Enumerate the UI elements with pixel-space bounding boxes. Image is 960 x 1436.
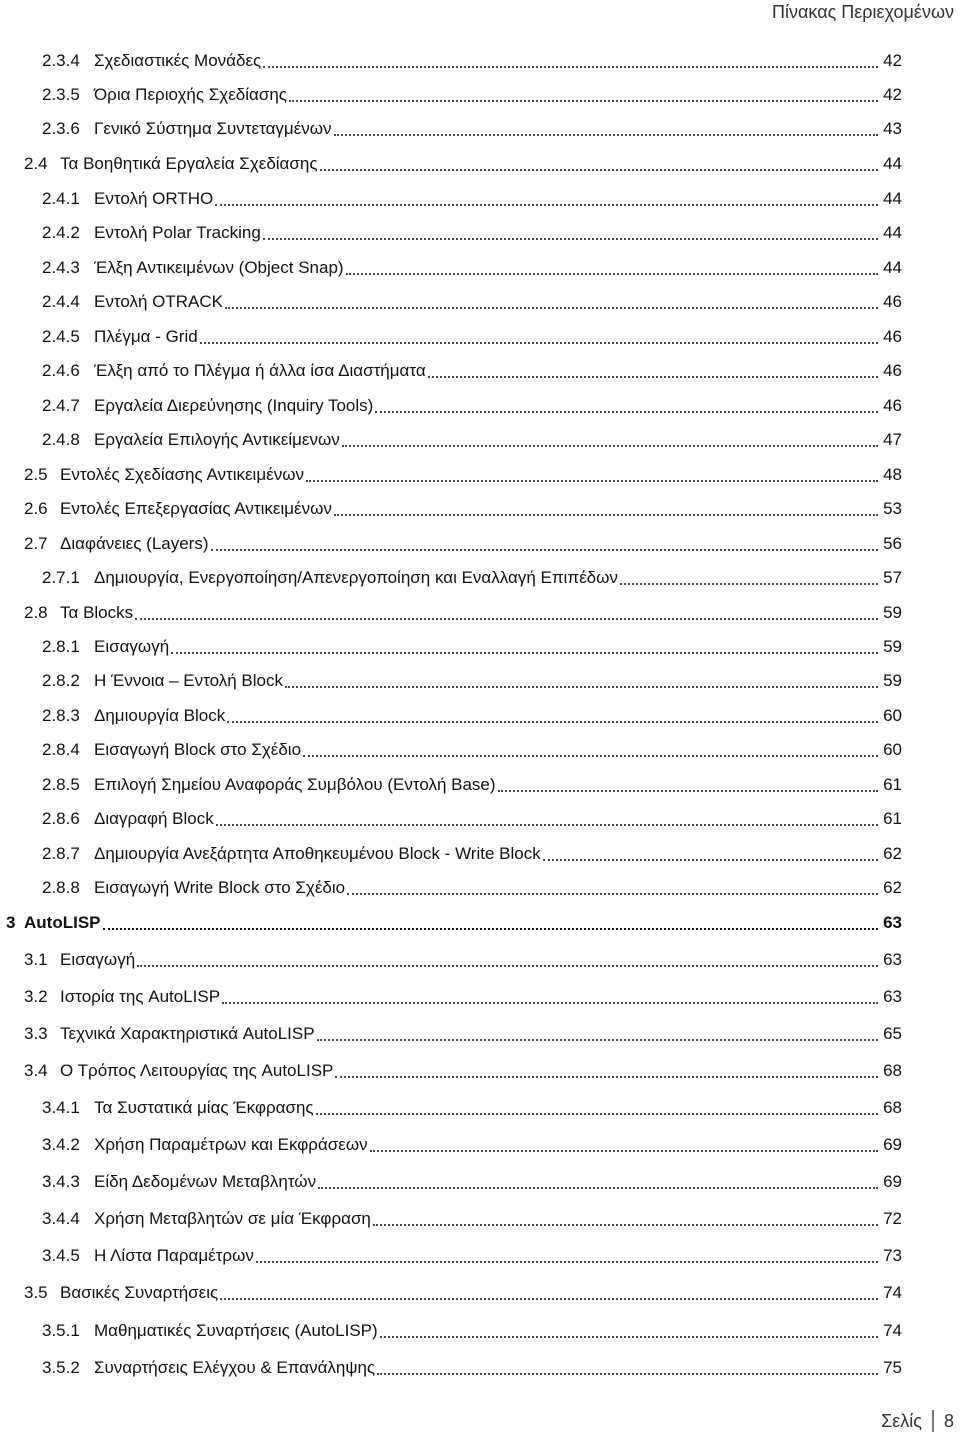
toc-entry-page: 75 [883,1358,902,1377]
toc-leader-dots [263,228,878,240]
toc-entry-number: 2.8.1 [42,637,80,656]
toc-entry-page: 73 [883,1246,902,1265]
toc-leader-dots [200,332,878,344]
toc-leader-dots [342,435,878,447]
toc-entry-number: 3.4.1 [42,1098,80,1117]
toc-entry-page: 69 [883,1135,902,1154]
toc-entry[interactable] [24,458,902,486]
toc-entry-page: 65 [883,1024,902,1043]
toc-leader-dots [380,1326,878,1338]
toc-entry-page: 43 [883,119,902,138]
toc-entry-page: 63 [883,913,902,932]
toc-entry[interactable] [42,630,902,658]
toc-entry-page: 63 [883,987,902,1006]
toc-entry[interactable] [24,1276,902,1304]
toc-entry[interactable] [24,1054,902,1082]
toc-leader-dots [370,1140,878,1152]
toc-entry[interactable] [42,1314,902,1342]
toc-entry-page: 61 [883,809,902,828]
toc-leader-dots [215,194,878,206]
toc-entry-number: 3.4.3 [42,1172,80,1191]
toc-leader-dots [318,1177,878,1189]
toc-entry-page: 46 [883,361,902,380]
toc-entry-title: Μαθηματικές Συναρτήσεις (AutoLISP) [94,1321,378,1340]
toc-entry[interactable] [24,943,902,971]
toc-entry-title: Εισαγωγή [94,637,170,656]
toc-entry-title: Η Έννοια – Εντολή Block [94,671,283,690]
toc-entry-title: Τεχνικά Χαρακτηριστικά AutoLISP [60,1024,315,1043]
toc-entry-title: Σχεδιαστικές Μονάδες [94,51,262,70]
toc-leader-dots [317,1029,878,1041]
toc-leader-dots [135,608,878,620]
toc-entry[interactable] [24,1017,902,1045]
toc-entry-title: Η Λίστα Παραμέτρων [94,1246,254,1265]
toc-leader-dots [428,366,878,378]
toc-entry-number: 3.5 [24,1283,48,1302]
toc-entry[interactable] [42,699,902,727]
toc-leader-dots [620,573,878,585]
toc-entry-number: 2.8.7 [42,844,80,863]
toc-entry-page: 44 [883,223,902,242]
toc-entry-title: Χρήση Μεταβλητών σε μία Έκφραση [94,1209,371,1228]
toc-entry-number: 3.4.5 [42,1246,80,1265]
toc-entry-title: Δημιουργία Block [94,706,226,725]
toc-entry[interactable] [42,871,902,899]
toc-entry-number: 2.4.2 [42,223,80,242]
toc-entry[interactable] [42,561,902,589]
toc-entry-title: Εντολή Polar Tracking [94,223,261,242]
toc-entry-page: 59 [883,603,902,622]
toc-entry-number: 2.7.1 [42,568,80,587]
toc-entry-number: 2.5 [24,465,48,484]
toc-entry-number: 3.2 [24,987,48,1006]
toc-entry-title: Όρια Περιοχής Σχεδίασης [94,85,287,104]
toc-entry[interactable] [42,1202,902,1230]
toc-entry[interactable] [24,147,902,175]
toc-entry-title: Πλέγμα - Grid [94,327,198,346]
toc-entry-number: 2.3.6 [42,119,80,138]
toc-entry[interactable] [42,251,902,279]
toc-entry-page: 68 [883,1061,902,1080]
toc-entry-title: Εντολή ORTHO [94,189,214,208]
toc-entry-title: Γενικό Σύστημα Συντεταγμένων [94,119,332,138]
toc-leader-dots [543,849,878,861]
toc-leader-dots [375,401,878,413]
toc-entry-number: 3.4 [24,1061,48,1080]
toc-entry[interactable] [42,768,902,796]
toc-entry-number: 2.4.4 [42,292,80,311]
toc-leader-dots [373,1214,878,1226]
toc-entry[interactable] [24,527,902,555]
toc-entry-number: 2.4.1 [42,189,80,208]
toc-entry-number: 2.3.5 [42,85,80,104]
toc-leader-dots [222,992,878,1004]
toc-entry[interactable] [42,354,902,382]
toc-entry-page: 62 [883,878,902,897]
toc-entry[interactable] [42,1239,902,1267]
toc-entry-title: Ιστορία της AutoLISP [60,987,221,1006]
toc-entry[interactable] [42,423,902,451]
toc-entry-number: 2.4.5 [42,327,80,346]
toc-entry-title: Διαγραφή Block [94,809,214,828]
toc-leader-dots [306,470,878,482]
toc-leader-dots [256,1251,878,1263]
toc-entry-page: 74 [883,1283,902,1302]
toc-entry-number: 2.8.2 [42,671,80,690]
toc-entry-title: Εισαγωγή Block στο Σχέδιο [94,740,302,759]
toc-entry-title: AutoLISP [24,913,101,932]
toc-entry[interactable] [42,216,902,244]
toc-entry[interactable] [42,1128,902,1156]
toc-entry[interactable] [42,664,902,692]
toc-entry-number: 2.3.4 [42,51,80,70]
toc-leader-dots [220,1288,878,1300]
toc-entry[interactable] [42,733,902,761]
toc-entry-number: 2.7 [24,534,48,553]
toc-entry-number: 3.5.1 [42,1321,80,1340]
toc-entry-page: 59 [883,637,902,656]
toc-entry-page: 48 [883,465,902,484]
toc-leader-dots [377,1363,878,1375]
toc-entry-title: Εντολές Σχεδίασης Αντικειμένων [60,465,304,484]
toc-entry-page: 46 [883,292,902,311]
toc-entry-title: Εντολές Επεξεργασίας Αντικειμένων [60,499,332,518]
toc-entry[interactable] [42,44,902,72]
toc-entry-number: 2.8.6 [42,809,80,828]
toc-leader-dots [346,263,878,275]
toc-leader-dots [303,745,878,757]
toc-entry-page: 44 [883,258,902,277]
toc-entry-title: Χρήση Παραμέτρων και Εκφράσεων [94,1135,368,1154]
toc-entry-title: Είδη Δεδομένων Μεταβλητών [94,1172,317,1191]
toc-entry-page: 69 [883,1172,902,1191]
toc-entry-page: 46 [883,327,902,346]
toc-entry-title: Εισαγωγή [60,950,136,969]
toc-entry-title: Δημιουργία, Ενεργοποίηση/Απενεργοποίηση και Εναλλαγή Επιπέδων [94,568,618,587]
toc-entry-page: 63 [883,950,902,969]
toc-entry-number: 3.1 [24,950,48,969]
toc-entry-page: 57 [883,568,902,587]
footer-page-number: 8 [943,1410,954,1431]
toc-entry[interactable] [42,112,902,140]
toc-entry-number: 3.4.4 [42,1209,80,1228]
toc-leader-dots [320,159,878,171]
toc-entry-title: Διαφάνειες (Layers) [60,534,209,553]
toc-entry-title: Εισαγωγή Write Block στο Σχέδιο [94,878,346,897]
toc-leader-dots [227,711,878,723]
toc-entry[interactable] [42,837,902,865]
toc-entry-title: Συναρτήσεις Ελέγχου & Επανάληψης [94,1358,376,1377]
toc-entry[interactable] [42,1165,902,1193]
toc-entry[interactable] [42,182,902,210]
toc-leader-dots [316,1103,878,1115]
toc-entry-title: Τα Blocks [60,603,134,622]
toc-entry[interactable] [42,285,902,313]
toc-entry-page: 56 [883,534,902,553]
toc-entry-page: 61 [883,775,902,794]
toc-entry[interactable] [42,1091,902,1119]
toc-entry-title: Εργαλεία Επιλογής Αντικείμενων [94,430,340,449]
footer-separator [932,1410,934,1432]
toc-entry[interactable] [42,78,902,106]
toc-entry-number: 2.4 [24,154,48,173]
toc-entry-number: 2.4.8 [42,430,80,449]
toc-entry-number: 2.6 [24,499,48,518]
toc-entry-number: 3.4.2 [42,1135,80,1154]
toc-leader-dots [334,504,878,516]
toc-entry[interactable] [42,1351,902,1379]
toc-leader-dots [498,780,878,792]
toc-entry-page: 44 [883,189,902,208]
toc-entry-page: 62 [883,844,902,863]
toc-leader-dots [211,539,878,551]
toc-leader-dots [225,297,878,309]
toc-entry-page: 59 [883,671,902,690]
toc-leader-dots [171,642,878,654]
toc-leader-dots [347,883,878,895]
toc-entry-title: Τα Βοηθητικά Εργαλεία Σχεδίασης [60,154,318,173]
toc-leader-dots [137,955,878,967]
footer-label: Σελίς [881,1410,922,1431]
toc-entry-page: 53 [883,499,902,518]
toc-entry-number: 2.4.6 [42,361,80,380]
toc-leader-dots [334,124,878,136]
toc-entry[interactable] [42,320,902,348]
toc-entry-title: Έλξη Αντικειμένων (Object Snap) [94,258,344,277]
toc-entry-number: 2.8.5 [42,775,80,794]
toc-entry-page: 72 [883,1209,902,1228]
toc-entry-title: Εντολή OTRACK [94,292,223,311]
toc-leader-dots [263,56,878,68]
toc-entry-page: 44 [883,154,902,173]
toc-entry-number: 2.8.8 [42,878,80,897]
toc-entry-page: 46 [883,396,902,415]
toc-entry-title: Εργαλεία Διερεύνησης (Inquiry Tools) [94,396,374,415]
toc-entry[interactable] [42,802,902,830]
page-footer [881,1410,954,1432]
toc-entry[interactable] [42,389,902,417]
toc-entry-page: 68 [883,1098,902,1117]
toc-entry-page: 47 [883,430,902,449]
toc-entry-title: Τα Συστατικά μίας Έκφρασης [94,1098,314,1117]
toc-entry-number: 2.8 [24,603,48,622]
page-header: Πίνακας Περιεχομένων [772,2,954,22]
toc-entry-number: 2.4.3 [42,258,80,277]
toc-leader-dots [335,1066,878,1078]
toc-entry-number: 3.5.2 [42,1358,80,1377]
toc-entry-number: 2.8.4 [42,740,80,759]
toc-entry-page: 60 [883,740,902,759]
toc-entry-title: Δημιουργία Ανεξάρτητα Αποθηκευμένου Block - Write Block [94,844,541,863]
toc-leader-dots [216,814,878,826]
toc-entry[interactable] [6,906,902,934]
toc-entry-number: 2.8.3 [42,706,80,725]
toc-entry-title: Βασικές Συναρτήσεις [60,1283,219,1302]
toc-entry[interactable] [24,596,902,624]
toc-entry[interactable] [24,492,902,520]
toc-entry-number: 3 [6,913,16,932]
toc-entry-page: 74 [883,1321,902,1340]
toc-entry[interactable] [24,980,902,1008]
toc-entry-title: Επιλογή Σημείου Αναφοράς Συμβόλου (Εντολή Base) [94,775,496,794]
toc-leader-dots [103,918,879,930]
toc-leader-dots [289,90,878,102]
toc-entry-page: 42 [883,51,902,70]
toc-entry-title: Ο Τρόπος Λειτουργίας της AutoLISP [60,1061,334,1080]
toc-entry-title: Έλξη από το Πλέγμα ή άλλα ίσα Διαστήματα [94,361,426,380]
toc-entry-page: 60 [883,706,902,725]
toc-leader-dots [285,676,878,688]
toc-entry-number: 3.3 [24,1024,48,1043]
toc-entry-number: 2.4.7 [42,396,80,415]
toc-entry-page: 42 [883,85,902,104]
